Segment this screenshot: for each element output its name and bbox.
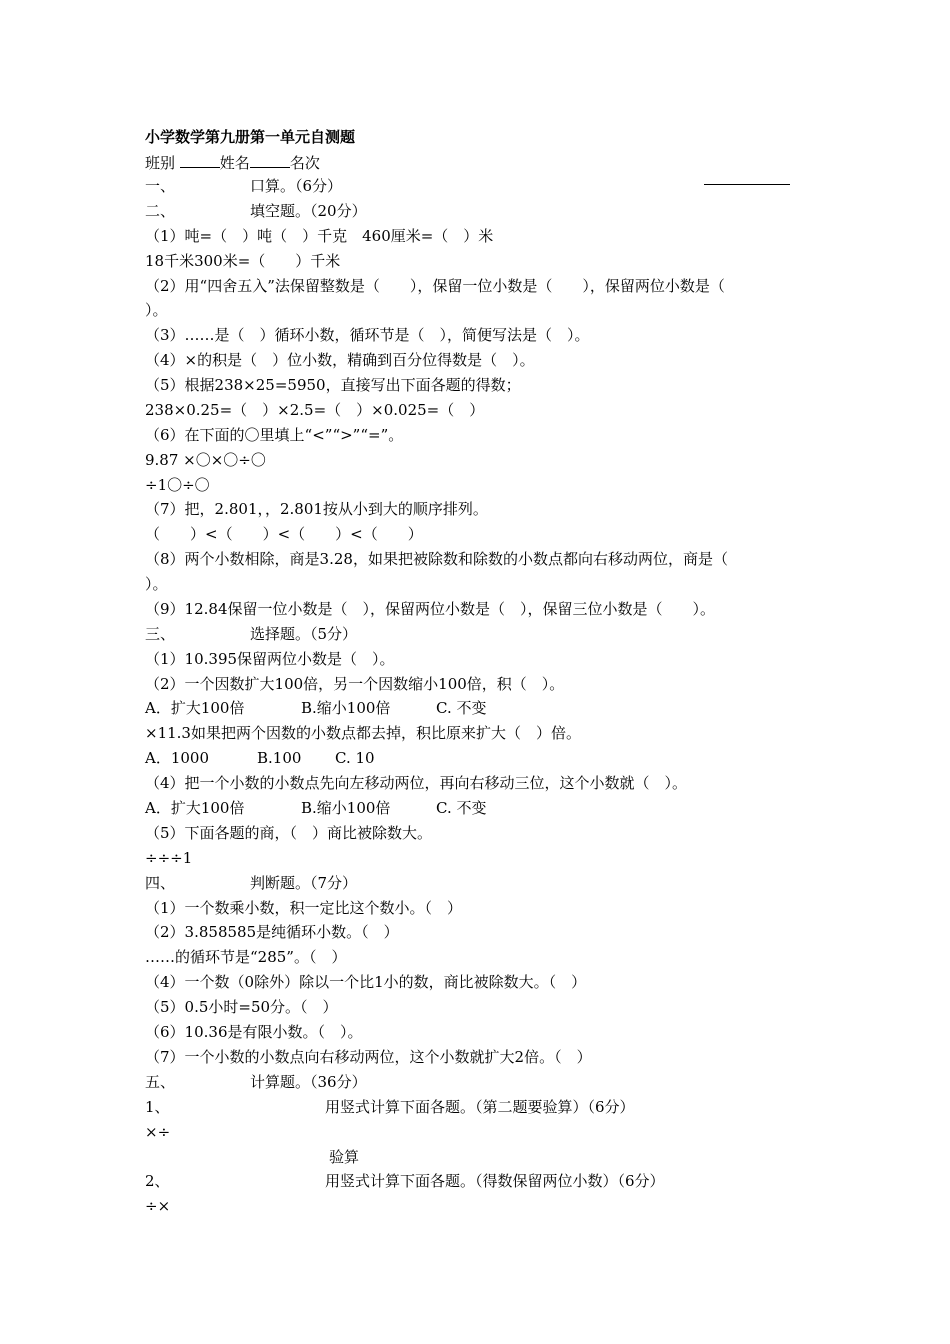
question-text: ×÷ bbox=[145, 1123, 171, 1141]
name-blank[interactable] bbox=[250, 152, 290, 168]
verify-label: 验算 bbox=[329, 1148, 360, 1166]
section-3-text: 选择题。（5分） bbox=[250, 625, 358, 643]
question-text: ）。 bbox=[145, 301, 168, 319]
section-2-number: 二、 bbox=[145, 202, 176, 220]
section-4-number: 四、 bbox=[145, 874, 176, 892]
section-1-heading bbox=[145, 176, 342, 196]
rank-label: 名次 bbox=[289, 154, 320, 172]
section-2-text: 填空题。（20分） bbox=[250, 202, 367, 220]
question-text: （2）3.858585是纯循环小数。（ ） bbox=[145, 923, 399, 941]
question-text: （8）两个小数相除，商是3.28，如果把被除数和除数的小数点都向右移动两位，商是（ bbox=[145, 550, 728, 568]
section-5-number: 五、 bbox=[145, 1073, 176, 1091]
section-4-heading bbox=[145, 873, 357, 893]
choice-options bbox=[145, 698, 486, 718]
subsection-2-text: 用竖式计算下面各题。（得数保留两位小数）（6分） bbox=[325, 1172, 665, 1190]
question-text: （7）一个小数的小数点向右移动两位，这个小数就扩大2倍。（ ） bbox=[145, 1048, 592, 1066]
question-text: ……的循环节是“285”。（ ） bbox=[145, 948, 347, 966]
question-text: 238×0.25=（ ）×2.5=（ ）×0.025=（ ） bbox=[145, 401, 485, 419]
question-text: ÷× bbox=[145, 1197, 171, 1215]
question-text: （4）一个数（0除外）除以一个比1小的数，商比被除数大。（ ） bbox=[145, 973, 587, 991]
section-1-text: 口算。（6分） bbox=[250, 177, 343, 195]
question-text: （6）在下面的〇里填上“<”“>”“=”。 bbox=[145, 426, 404, 444]
section-3-number: 三、 bbox=[145, 625, 176, 643]
question-text: （9）12.84保留一位小数是（ ），保留两位小数是（ ），保留三位小数是（ ）。 bbox=[145, 600, 715, 618]
question-text: ×11.3如果把两个因数的小数点都去掉，积比原来扩大（ ）倍。 bbox=[145, 724, 581, 742]
choice-c: C. 不变 bbox=[436, 799, 487, 817]
subsection-2-heading bbox=[145, 1171, 665, 1191]
name-label: 姓名 bbox=[219, 154, 250, 172]
subsection-2-number: 2、 bbox=[145, 1172, 170, 1190]
choice-a: A．1000 bbox=[145, 749, 210, 767]
student-info-line bbox=[145, 152, 320, 172]
section-4-text: 判断题。（7分） bbox=[250, 874, 358, 892]
section-1-number: 一、 bbox=[145, 177, 176, 195]
class-label: 班别 bbox=[145, 154, 176, 172]
question-text: ）。 bbox=[145, 575, 168, 593]
question-text: （1）一个数乘小数，积一定比这个数小。（ ） bbox=[145, 899, 463, 917]
choice-a: A．扩大100倍 bbox=[145, 799, 245, 817]
question-text: 9.87 ×〇×〇÷〇 bbox=[145, 451, 266, 469]
question-text: （1）吨=（ ）吨（ ）千克 460厘米=（ ）米 bbox=[145, 227, 494, 245]
question-text: （1）10.395保留两位小数是（ ）。 bbox=[145, 650, 395, 668]
question-text: （3）……是（ ）循环小数，循环节是（ ），简便写法是（ ）。 bbox=[145, 326, 590, 344]
subsection-1-text: 用竖式计算下面各题。（第二题要验算）（6分） bbox=[325, 1098, 635, 1116]
choice-c: C. 不变 bbox=[436, 699, 487, 717]
question-text: （4）×的积是（ ）位小数，精确到百分位得数是（ ）。 bbox=[145, 351, 535, 369]
question-text: （ ）<（ ）<（ ）<（ ） bbox=[145, 525, 423, 543]
question-text: ÷÷÷1 bbox=[145, 849, 193, 867]
question-text: （5）下面各题的商，（ ）商比被除数大。 bbox=[145, 824, 433, 842]
choice-a: A．扩大100倍 bbox=[145, 699, 245, 717]
choice-b: B.缩小100倍 bbox=[301, 699, 391, 717]
choice-options bbox=[145, 748, 375, 768]
section-2-heading bbox=[145, 201, 367, 221]
choice-b: B.100 bbox=[257, 749, 302, 767]
score-line bbox=[704, 184, 790, 185]
question-text: （5）根据238×25=5950，直接写出下面各题的得数； bbox=[145, 376, 521, 394]
question-text: （2）用“四舍五入”法保留整数是（ ），保留一位小数是（ ），保留两位小数是（ bbox=[145, 277, 725, 295]
class-blank[interactable] bbox=[180, 152, 220, 168]
subsection-1-number: 1、 bbox=[145, 1098, 170, 1116]
question-text: （6）10.36是有限小数。（ ）。 bbox=[145, 1023, 363, 1041]
question-text: （2）一个因数扩大100倍，另一个因数缩小100倍，积（ ）。 bbox=[145, 675, 565, 693]
question-text: （7）把，2.801，，2.801按从小到大的顺序排列。 bbox=[145, 500, 488, 518]
choice-b: B.缩小100倍 bbox=[301, 799, 391, 817]
section-5-heading bbox=[145, 1072, 367, 1092]
subsection-1-heading bbox=[145, 1097, 635, 1117]
question-text: ÷1〇÷〇 bbox=[145, 476, 210, 494]
question-text: （4）把一个小数的小数点先向左移动两位，再向右移动三位，这个小数就（ ）。 bbox=[145, 774, 688, 792]
section-3-heading bbox=[145, 624, 357, 644]
section-5-text: 计算题。（36分） bbox=[250, 1073, 367, 1091]
choice-options bbox=[145, 798, 486, 818]
page-title: 小学数学第九册第一单元自测题 bbox=[145, 128, 356, 146]
choice-c: C. 10 bbox=[335, 749, 375, 767]
question-text: （5）0.5小时=50分。（ ） bbox=[145, 998, 338, 1016]
question-text: 18千米300米=（ ）千米 bbox=[145, 252, 341, 270]
